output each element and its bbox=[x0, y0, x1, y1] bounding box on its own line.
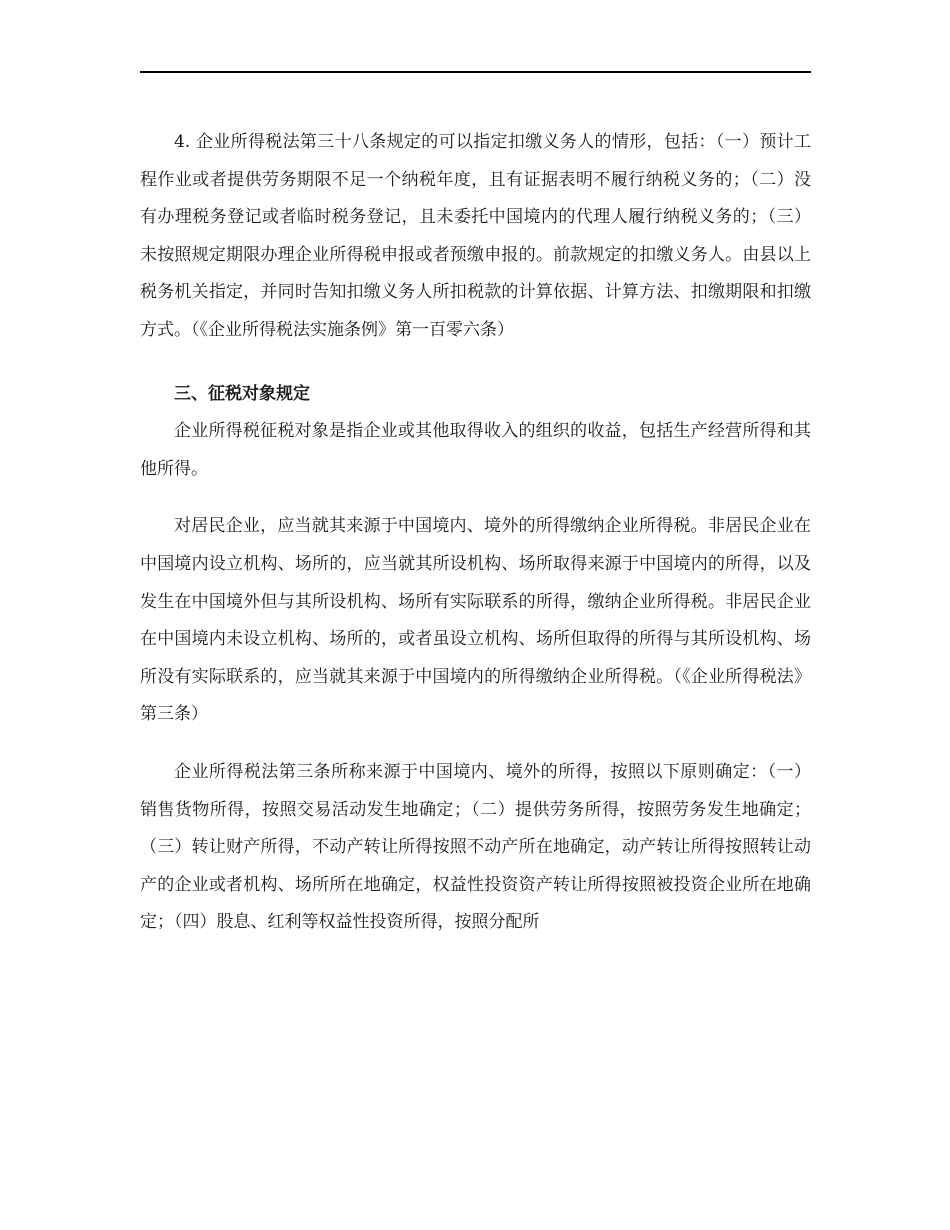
header-rule bbox=[140, 71, 811, 73]
paragraph-income-source: 企业所得税法第三条所称来源于中国境内、境外的所得，按照以下原则确定：（一）销售货物所得，按照交易活动发生地确定；（二）提供劳务所得，按照劳务发生地确定；（三）转让财产所得，不动产转让所得按照不动产所在地确定，动产转让所得按照转让动产的企业或者机构、场所所在地确定，权益性投资资产转让所得按照被投资企业所在地确定；（四）股息、红利等权益性投资所得，按照分配所 bbox=[140, 761, 811, 933]
paragraph-resident-enterprise: 对居民企业，应当就其来源于中国境内、境外的所得缴纳企业所得税。非居民企业在中国境内设立机构、场所的，应当就其所设机构、场所取得来源于中国境内的所得，以及发生在中国境外但与其所设机构、场所有实际联系的所得，缴纳企业所得税。非居民企业在中国境内未设立机构、场所的，或者虽设立机构、场所但取得的所得与其所设机构、场所没有实际联系的，应当就其来源于中国境内的所得缴纳企业所得税。（《企业所得税法》第三条） bbox=[140, 516, 811, 725]
document-body bbox=[140, 124, 811, 942]
paragraph-withholding-agent: 4. 企业所得税法第三十八条规定的可以指定扣缴义务人的情形，包括：（一）预计工程作业或者提供劳务期限不足一个纳税年度，且有证据表明不履行纳税义务的；（二）没有办理税务登记或者临时税务登记，且未委托中国境内的代理人履行纳税义务的；（三）未按照规定期限办理企业所得税申报或者预缴申报的。前款规定的扣缴义务人。由县以上税务机关指定，并同时告知扣缴义务人所扣税款的计算依据、计算方法、扣缴期限和扣缴方式。（《企业所得税法实施条例》第一百零六条） bbox=[140, 132, 811, 340]
paragraph-taxation-object: 企业所得税征税对象是指企业或其他取得收入的组织的收益，包括生产经营所得和其他所得。 bbox=[140, 421, 811, 479]
section-heading: 三、征税对象规定 bbox=[174, 383, 310, 404]
